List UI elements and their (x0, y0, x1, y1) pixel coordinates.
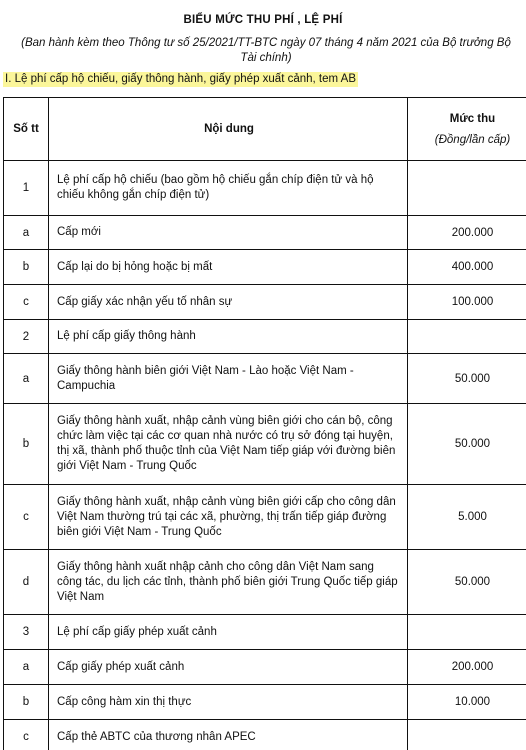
row-rate: 50.000 (408, 404, 526, 485)
row-content: Cấp giấy phép xuất cảnh (49, 650, 408, 685)
document-subtitle: (Ban hành kèm theo Thông tư số 25/2021/TT-BTC ngày 07 tháng 4 năm 2021 của Bộ trưởng Bộ Tài chính) (21, 37, 511, 64)
table-row (4, 720, 526, 750)
row-content: Cấp mới (49, 216, 408, 250)
row-rate: 5.000 (408, 485, 526, 550)
row-content: Lệ phí cấp hộ chiếu (bao gồm hộ chiếu gắn chíp điện tử và hộ chiếu không gắn chíp điện tử) (49, 161, 408, 216)
fee-table (3, 97, 526, 750)
header-rate-label: Mức thu (449, 112, 496, 125)
row-content: Lệ phí cấp giấy thông hành (49, 320, 408, 354)
row-content: Cấp lại do bị hỏng hoặc bị mất (49, 250, 408, 285)
table-row (4, 404, 526, 485)
row-rate: 50.000 (408, 354, 526, 404)
row-no: c (4, 485, 49, 550)
row-content: Cấp giấy xác nhận yếu tố nhân sự (49, 285, 408, 320)
row-content: Giấy thông hành xuất nhập cảnh cho công dân Việt Nam sang công tác, du lịch các tỉnh, thành phố biên giới Trung Quốc tiếp giáp Việt Nam (49, 550, 408, 615)
table-row (4, 550, 526, 615)
row-rate: 10.000 (408, 685, 526, 720)
table-row (4, 216, 526, 250)
row-no: a (4, 354, 49, 404)
table-row (4, 685, 526, 720)
table-header-row (4, 98, 526, 161)
row-no: a (4, 650, 49, 685)
header-content: Nội dung (49, 98, 408, 161)
row-rate: 50.000 (408, 550, 526, 615)
row-content: Cấp công hàm xin thị thực (49, 685, 408, 720)
row-rate: 200.000 (408, 216, 526, 250)
row-content: Giấy thông hành xuất, nhập cảnh vùng biên giới cho cán bộ, công chức làm việc tại các cơ quan nhà nước có trụ sở đóng tại huyện, thị xã, thành phố thuộc tỉnh của Việt Nam tiếp giáp với đường biên giới Việt Nam - Trung Quốc (49, 404, 408, 485)
header-rate (408, 98, 526, 161)
row-rate (408, 720, 526, 750)
table-row (4, 485, 526, 550)
row-content: Cấp thẻ ABTC của thương nhân APEC (49, 720, 408, 750)
row-content: Giấy thông hành xuất, nhập cảnh vùng biên giới cấp cho công dân Việt Nam thường trú tại các xã, phường, thị trấn tiếp giáp đường biên giới Việt Nam - Trung Quốc (49, 485, 408, 550)
table-row (4, 161, 526, 216)
document-title: BIỂU MỨC THU PHÍ , LỆ PHÍ (183, 14, 343, 26)
table-row (4, 354, 526, 404)
row-rate (408, 320, 526, 354)
row-no: 2 (4, 320, 49, 354)
row-content: Giấy thông hành biên giới Việt Nam - Lào hoặc Việt Nam - Campuchia (49, 354, 408, 404)
table-row (4, 615, 526, 650)
row-no: c (4, 720, 49, 750)
row-rate: 400.000 (408, 250, 526, 285)
table-row (4, 650, 526, 685)
row-rate (408, 615, 526, 650)
row-no: b (4, 685, 49, 720)
row-no: b (4, 250, 49, 285)
section-heading: I. Lệ phí cấp hộ chiếu, giấy thông hành, giấy phép xuất cảnh, tem AB (5, 73, 356, 85)
header-rate-unit: (Đồng/lần cấp) (434, 133, 511, 146)
row-no: a (4, 216, 49, 250)
table-row (4, 320, 526, 354)
row-rate: 100.000 (408, 285, 526, 320)
row-no: 3 (4, 615, 49, 650)
row-rate: 200.000 (408, 650, 526, 685)
row-no: 1 (4, 161, 49, 216)
row-no: b (4, 404, 49, 485)
table-row (4, 250, 526, 285)
row-no: c (4, 285, 49, 320)
header-no: Số tt (4, 98, 49, 161)
row-rate (408, 161, 526, 216)
row-no: d (4, 550, 49, 615)
row-content: Lệ phí cấp giấy phép xuất cảnh (49, 615, 408, 650)
table-row (4, 285, 526, 320)
